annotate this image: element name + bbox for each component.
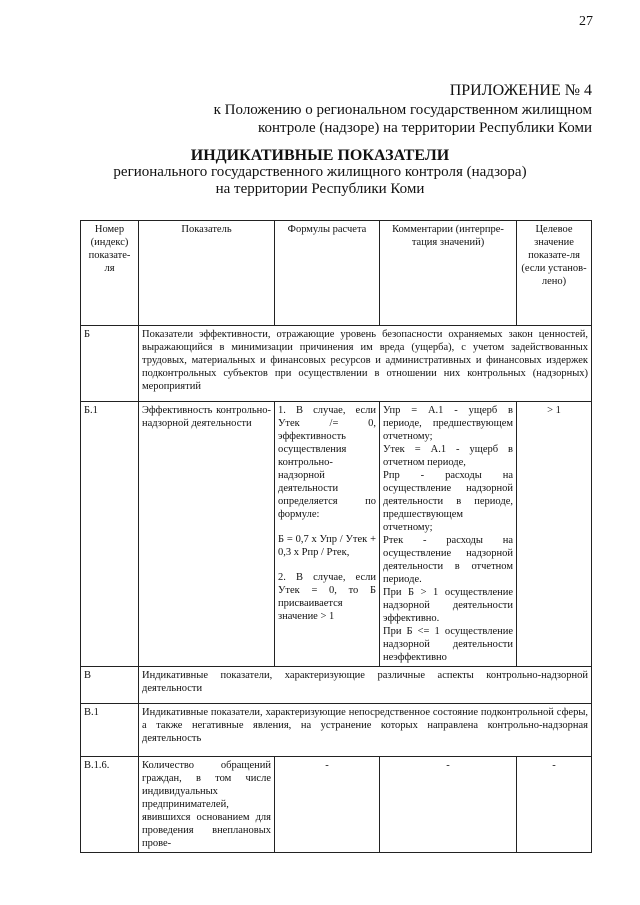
comment-part: Упр = А.1 - ущерб в периоде, предшествующем отчетному;: [383, 405, 513, 442]
heading-line1: регионального государственного жилищного контроля (надзора): [113, 164, 527, 180]
row-index: Б: [81, 326, 139, 402]
formula-part: 1. В случае, если Утек /= 0, эффективность осуществления контрольно-надзорной деятельности определяется по формуле:: [278, 405, 376, 520]
table-row: [81, 704, 592, 757]
indicator-cell: Количество обращений граждан, в том числе индивидуальных предпринимателей, явившихся основанием для проведения внеплановых прове-: [139, 757, 275, 853]
table-row: [81, 667, 592, 704]
table-row: [81, 402, 592, 667]
appendix-title: ПРИЛОЖЕНИЕ № 4: [449, 82, 592, 99]
appendix-block: [214, 82, 592, 137]
table-row: [81, 326, 592, 402]
formula-cell: [275, 402, 380, 667]
header-comment: Комментарии (интерпре-тация значений): [380, 221, 517, 326]
row-text: Показатели эффективности, отражающие уровень безопасности охраняемых закон ценностей, выражающийся в минимизации причинения им вреда (ущерба), с учетом задействованных трудовых, материальных и финансовых ресурсов и административных и финансовых издержек подконтрольных субъектов при осуществлении в отношении них контрольных (надзорных) мероприятий: [139, 326, 592, 402]
appendix-line1: к Положению о региональном государственном жилищном: [213, 102, 592, 118]
comment-part: При Б <= 1 осуществление надзорной деятельности неэффективно: [383, 626, 513, 663]
formula-cell: -: [275, 757, 380, 853]
heading-line2: на территории Республики Коми: [215, 181, 425, 197]
target-cell: -: [517, 757, 592, 853]
header-formula: Формулы расчета: [275, 221, 380, 326]
target-cell: > 1: [517, 402, 592, 667]
table-row: [81, 757, 592, 853]
header-number: Номер (индекс) показате-ля: [81, 221, 139, 326]
table-header-row: [81, 221, 592, 326]
row-index: В: [81, 667, 139, 704]
row-text: Индикативные показатели, характеризующие непосредственное состояние подконтрольной сферы, а также негативные явления, на устранение которых направлена контрольно-надзорная деятельность: [139, 704, 592, 757]
document-title: ИНДИКАТИВНЫЕ ПОКАЗАТЕЛИ: [190, 147, 450, 164]
header-indicator: Показатель: [139, 221, 275, 326]
page-number: 27: [579, 14, 593, 29]
formula-part: 2. В случае, если Утек = 0, то Б присваивается значение > 1: [278, 572, 376, 622]
row-index: В.1.6.: [81, 757, 139, 853]
row-index: В.1: [81, 704, 139, 757]
formula-part: Б = 0,7 х Упр / Утек + 0,3 х Рпр / Ртек,: [278, 534, 376, 558]
comment-cell: -: [380, 757, 517, 853]
comment-part: Ртек - расходы на осуществление надзорной деятельности в отчетном периоде.: [383, 535, 513, 585]
indicator-cell: Эффективность контрольно-надзорной деятельности: [139, 402, 275, 667]
header-target: Целевое значение показате-ля (если установ-лено): [517, 221, 592, 326]
indicators-table: [80, 220, 592, 853]
row-text: Индикативные показатели, характеризующие различные аспекты контрольно-надзорной деятельности: [139, 667, 592, 704]
comment-part: Утек = А.1 - ущерб в отчетном периоде,: [383, 444, 513, 468]
comment-part: При Б > 1 осуществление надзорной деятельности эффективно.: [383, 587, 513, 624]
row-index: Б.1: [81, 402, 139, 667]
document-heading: [0, 147, 640, 198]
comment-part: Рпр - расходы на осуществление надзорной деятельности в периоде, предшествующем отчетному;: [383, 470, 513, 533]
comment-cell: [380, 402, 517, 667]
appendix-line2: контроле (надзоре) на территории Республики Коми: [257, 120, 592, 136]
